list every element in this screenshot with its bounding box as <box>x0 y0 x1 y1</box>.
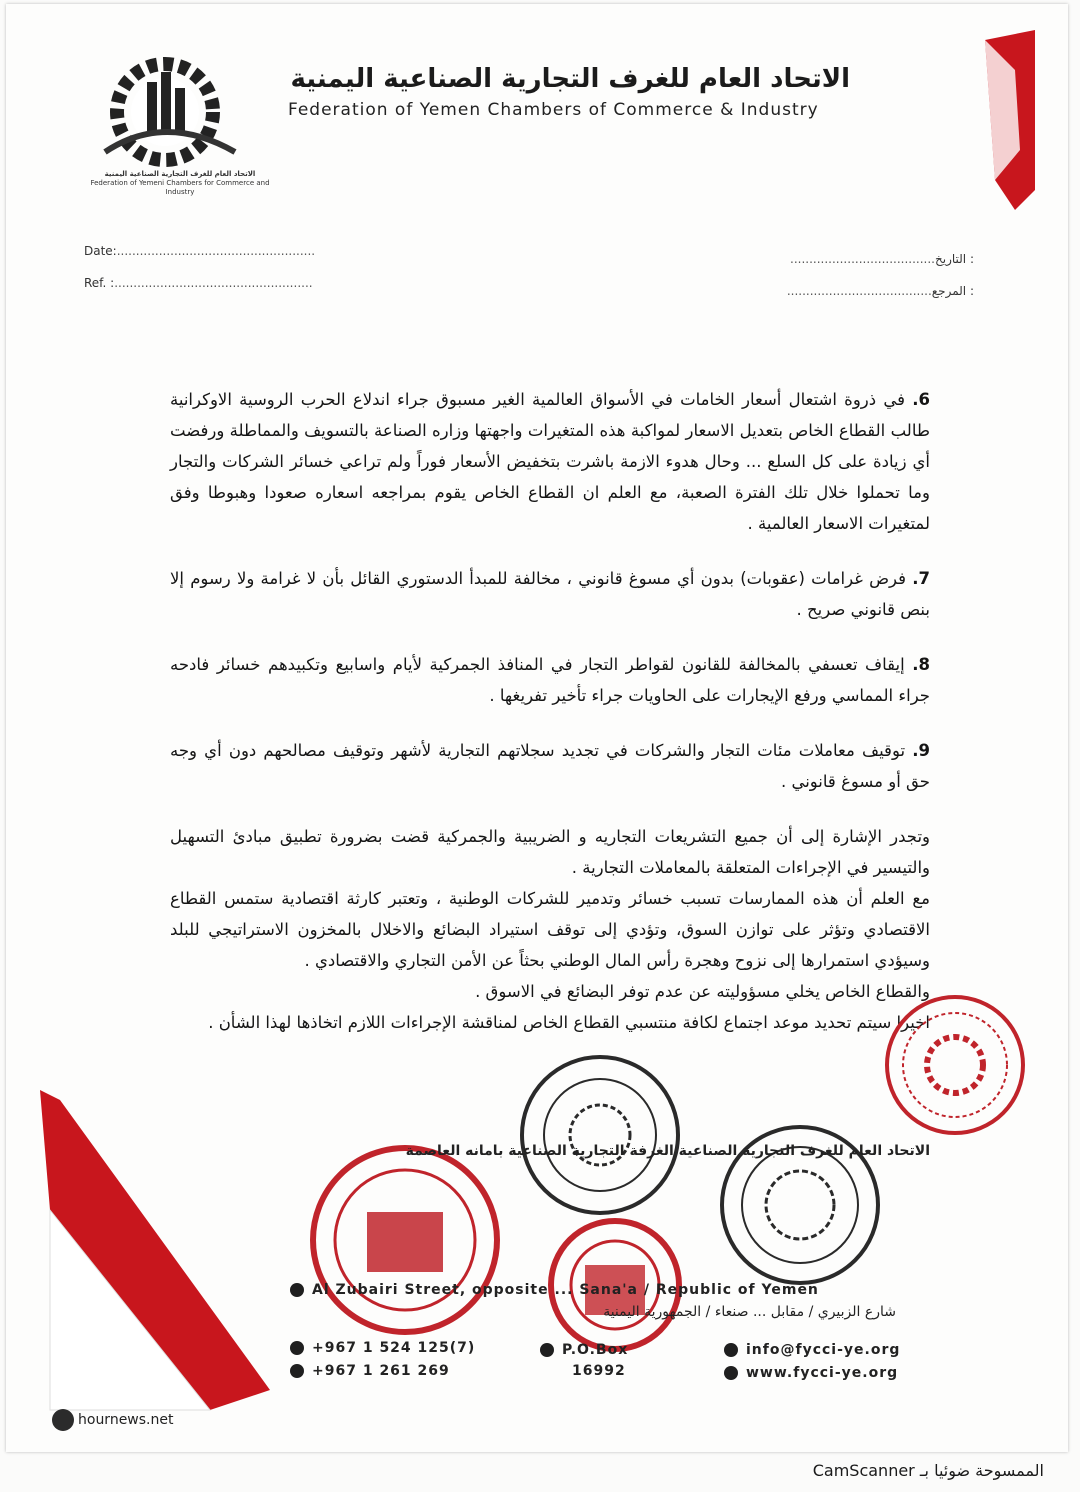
footer-phone-1 <box>290 1340 475 1356</box>
item-number: 6. <box>912 390 930 409</box>
org-name-arabic: الاتحاد العام للغرف التجارية الصناعية اليمنية <box>290 64 850 94</box>
closing-legislation: وتجدر الإشارة إلى أن جميع التشريعات التجاريه و الضريبية والجمركية قضت بضرورة تطبيق مبادئ التسهيل والتيسير في الإجراءات المتعلقة بالمعاملات التجارية . <box>170 827 930 877</box>
stamp-chamber-sanaa <box>515 1050 685 1220</box>
closing-responsibility: والقطاع الخاص يخلي مسؤوليته عن عدم توفر البضائع في الاسوق . <box>475 982 930 1001</box>
footer-pobox <box>540 1342 628 1358</box>
paragraph-text: في ذروة اشتعال أسعار الخامات في الأسواق العالمية الغير مسبوق جراء اندلاع الحرب الروسية الاوكرانية طالب القطاع الخاص بتعديل الاسعار لمواكبة هذه المتغيرات واجهتها وزاره الصناعة بالتسويف والمماطلة ورفضت أي زيادة على كل السلع ... وحال هدوء الازمة باشرت بتخفيض الأسعار فوراً ولم تراعي خسائر الشركات والتجار وما تحملوا خلال تلك الفترة الصعبة، مع العلم ان القطاع الخاص يقوم بمراجعه اسعاره صعودا وهبوطا وفق لمتغيرات الاسعار العالمية . <box>170 390 930 533</box>
red-ribbon-top <box>975 30 1045 210</box>
paragraph-text: فرض غرامات (عقوبات) بدون أي مسوغ قانوني ، مخالفة للمبدأ الدستوري القائل بأن لا غرامة ولا رسوم إلا بنص قانوني صريح . <box>170 569 930 619</box>
logo-caption-ar: الاتحاد العام للغرف التجارية الصناعية اليمنية <box>104 170 256 178</box>
gear-logo-icon <box>95 52 275 182</box>
date-dots-ar: ...................................... <box>790 252 935 266</box>
date-dots-en: .................................................... <box>116 244 316 258</box>
ref-label-ar: : المرجع <box>931 284 974 298</box>
ref-field-ar <box>787 284 974 298</box>
location-icon <box>290 1283 304 1297</box>
ref-dots-en: .................................................... <box>114 276 313 290</box>
item-number: 7. <box>912 569 930 588</box>
watermark-text: hournews.net <box>78 1412 174 1428</box>
closing-meeting: اخيرا سيتم تحديد موعد اجتماع لكافة منتسبي القطاع الخاص لمناقشة الإجراءات اللازم اتخاذها لهذا الشأن . <box>208 1013 930 1032</box>
fax-icon <box>290 1364 304 1378</box>
footer-po-number: 16992 <box>572 1363 626 1379</box>
footer-address-ar: شارع الزبيري / مقابل ... صنعاء / الجمهورية اليمنية <box>603 1304 896 1320</box>
paragraph-text: توقيف معاملات مئات التجار والشركات في تجديد سجلاتهم التجارية لأشهر وتوقيف مصالحهم دون أي وجه حق أو مسوغ قانوني . <box>170 741 930 791</box>
date-field-ar <box>790 252 974 266</box>
ref-label-en: Ref. : <box>84 276 115 290</box>
closing-consequences: مع العلم أن هذه الممارسات تسبب خسائر وتدمير للشركات الوطنية ، وتعتبر كارثة اقتصادية ستمس القطاع الاقتصادي وتؤثر على توازن السوق، وتؤدي إلى توقف استيراد البضائع والاخلال بالمخزون الاستراتيجي للبلد وسيؤدي استمرارها إلى نزوح وهجرة رأس المال الوطني بحثاً عن الأمن التجاري والاقتصادي . <box>170 889 930 970</box>
logo-caption-en: Federation of Yemeni Chambers for Commerce and Industry <box>90 179 270 196</box>
logo-caption <box>80 170 280 197</box>
camscanner-note: الممسوحة ضوئيا بـ CamScanner <box>812 1461 1044 1480</box>
letter-body <box>170 384 930 1038</box>
paragraph-6 <box>170 384 930 539</box>
footer-phone-2 <box>290 1363 450 1379</box>
phone-2-text: +967 1 261 269 <box>312 1363 450 1379</box>
stamp-right <box>880 990 1030 1140</box>
date-label-en: Date: <box>84 244 117 258</box>
po-label: P.O.Box <box>562 1342 629 1358</box>
paragraph-8 <box>170 649 930 711</box>
date-field-en <box>84 244 315 258</box>
mailbox-icon <box>540 1343 554 1357</box>
signatories-line: الاتحاد العام للغرف التجارية الصناعية الغرفة التجارية الصناعية بامانه العاصمة <box>405 1143 930 1159</box>
item-number: 8. <box>912 655 930 674</box>
email-text[interactable]: info@fycci-ye.org <box>746 1342 901 1358</box>
item-number: 9. <box>912 741 930 760</box>
date-label-ar: : التاريخ <box>934 252 974 266</box>
paragraph-text: إيقاف تعسفي بالمخالفة للقانون لقواطر التجار في المنافذ الجمركية لأيام واسابيع وتكبيدهم خسائر فادحه جراء المماسي ورفع الإيجارات على الحاويات جراء تأخير تفريغها . <box>170 655 930 705</box>
email-icon <box>724 1343 738 1357</box>
paragraph-7 <box>170 563 930 625</box>
address-en-text: Al Zubairi Street, opposite ... Sana'a / Republic of Yemen <box>312 1282 819 1298</box>
footer-address-en <box>290 1282 819 1298</box>
web-icon <box>724 1366 738 1380</box>
footer-website <box>724 1365 898 1381</box>
footer-email <box>724 1342 900 1358</box>
paragraph-9 <box>170 735 930 797</box>
phone-icon <box>290 1341 304 1355</box>
org-name-english: Federation of Yemen Chambers of Commerce & Industry <box>288 100 819 120</box>
stamp-ccl-red <box>305 1140 505 1340</box>
hournews-logo-icon <box>52 1409 74 1431</box>
ref-dots-ar: ...................................... <box>786 284 932 298</box>
phone-1-text: +967 1 524 125(7) <box>312 1340 476 1356</box>
website-text[interactable]: www.fycci-ye.org <box>746 1365 899 1381</box>
red-ribbon-bottom <box>40 1090 280 1420</box>
hournews-watermark <box>52 1409 173 1431</box>
ref-field-en <box>84 276 313 290</box>
